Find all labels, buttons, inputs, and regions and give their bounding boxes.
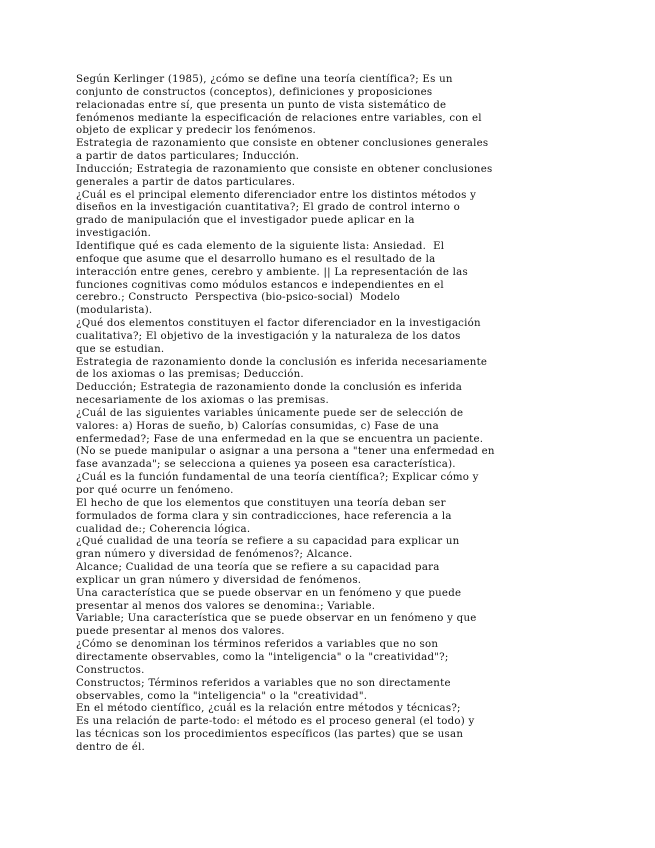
text-line: Identifique qué es cada elemento de la siguiente lista: Ansiedad. El xyxy=(76,240,445,252)
text-line: ¿Cuál es el principal elemento diferenciador entre los distintos métodos y xyxy=(76,189,477,201)
text-line: En el método científico, ¿cuál es la relación entre métodos y técnicas?; xyxy=(76,703,461,715)
text-line: grado de manipulación que el investigador puede aplicar en la xyxy=(76,215,415,227)
text-line: ¿Cuál es la función fundamental de una teoría científica?; Explicar cómo y xyxy=(76,472,479,484)
text-line: Constructos. xyxy=(76,664,145,676)
text-line: Estrategia de razonamiento donde la conclusión es inferida necesariamente xyxy=(76,356,488,368)
text-line: dentro de él. xyxy=(76,741,146,753)
text-line: formulados de forma clara y sin contradicciones, hace referencia a la xyxy=(76,510,452,522)
text-line: objeto de explicar y predecir los fenómenos. xyxy=(76,125,317,137)
text-line: Según Kerlinger (1985), ¿cómo se define una teoría científica?; Es un xyxy=(76,74,453,85)
text-line: presentar al menos dos valores se denomina:; Variable. xyxy=(76,600,376,612)
text-line: directamente observables, como la "inteligencia" o la "creatividad"?; xyxy=(76,651,449,663)
text-line: enfermedad?; Fase de una enfermedad en la que se encuentra un paciente. xyxy=(76,433,484,445)
text-line: (modularista). xyxy=(76,305,153,317)
text-line: ¿Cómo se denominan los términos referidos a variables que no son xyxy=(76,639,439,651)
text-line: ¿Cuál de las siguientes variables únicamente puede ser de selección de xyxy=(76,407,464,419)
text-line: cerebro.; Constructo Perspectiva (bio-psico-social) Modelo xyxy=(76,292,400,304)
text-line: (No se puede manipular o asignar a una persona a "tener una enfermedad en xyxy=(76,446,495,458)
text-line: de los axiomas o las premisas; Deducción. xyxy=(76,369,304,381)
text-line: Alcance; Cualidad de una teoría que se refiere a su capacidad para xyxy=(76,562,440,574)
text-line: observables, como la "inteligencia" o la "creatividad". xyxy=(76,690,368,702)
text-line: necesariamente de los axiomas o las premisas. xyxy=(76,395,330,407)
text-line: puede presentar al menos dos valores. xyxy=(76,626,285,638)
text-line: relacionadas entre sí, que presenta un punto de vista sistemático de xyxy=(76,99,447,111)
text-line: cualitativa?; El objetivo de la investigación y la naturaleza de los datos xyxy=(76,330,461,342)
text-line: Variable; Una característica que se puede observar en un fenómeno y que xyxy=(76,613,477,625)
text-line: fenómenos mediante la especificación de relaciones entre variables, con el xyxy=(76,112,482,124)
text-line: las técnicas son los procedimientos específicos (las partes) que se usan xyxy=(76,729,464,741)
text-line: investigación. xyxy=(76,228,152,240)
text-line: Una característica que se puede observar en un fenómeno y que puede xyxy=(76,587,462,599)
text-line: valores: a) Horas de sueño, b) Calorías consumidas, c) Fase de una xyxy=(76,420,439,432)
text-line: Constructos; Términos referidos a variables que no son directamente xyxy=(76,677,451,689)
text-line: enfoque que asume que el desarrollo humano es el resultado de la xyxy=(76,253,436,265)
text-line: ¿Qué cualidad de una teoría se refiere a su capacidad para explicar un xyxy=(76,536,460,548)
text-line: generales a partir de datos particulares. xyxy=(76,176,296,188)
text-line: por qué ocurre un fenómeno. xyxy=(76,485,234,496)
text-line: funciones cognitivas como módulos estancos e independientes en el xyxy=(76,279,444,291)
text-line: diseños en la investigación cuantitativa?; El grado de control interno o xyxy=(76,202,460,214)
document-text xyxy=(76,74,586,755)
text-line: interacción entre genes, cerebro y ambiente. || La representación de las xyxy=(76,266,468,278)
text-line: a partir de datos particulares; Inducción. xyxy=(76,151,300,163)
text-line: que se estudian. xyxy=(76,343,165,355)
text-line: fase avanzada"; se selecciona a quienes ya poseen esa característica). xyxy=(76,459,456,471)
text-line: explicar un gran número y diversidad de fenómenos. xyxy=(76,574,362,586)
text-line: cualidad de:; Coherencia lógica. xyxy=(76,523,251,535)
text-line: gran número y diversidad de fenómenos?; Alcance. xyxy=(76,549,353,561)
text-line: conjunto de constructos (conceptos), definiciones y proposiciones xyxy=(76,86,433,98)
text-line: Deducción; Estrategia de razonamiento donde la conclusión es inferida xyxy=(76,382,463,394)
text-line: El hecho de que los elementos que constituyen una teoría deban ser xyxy=(76,497,446,509)
text-line: Estrategia de razonamiento que consiste en obtener conclusiones generales xyxy=(76,138,489,150)
text-line: ¿Qué dos elementos constituyen el factor diferenciador en la investigación xyxy=(76,318,481,330)
text-line: Inducción; Estrategia de razonamiento que consiste en obtener conclusiones xyxy=(76,163,493,175)
text-line: Es una relación de parte-todo: el método es el proceso general (el todo) y xyxy=(76,716,475,728)
